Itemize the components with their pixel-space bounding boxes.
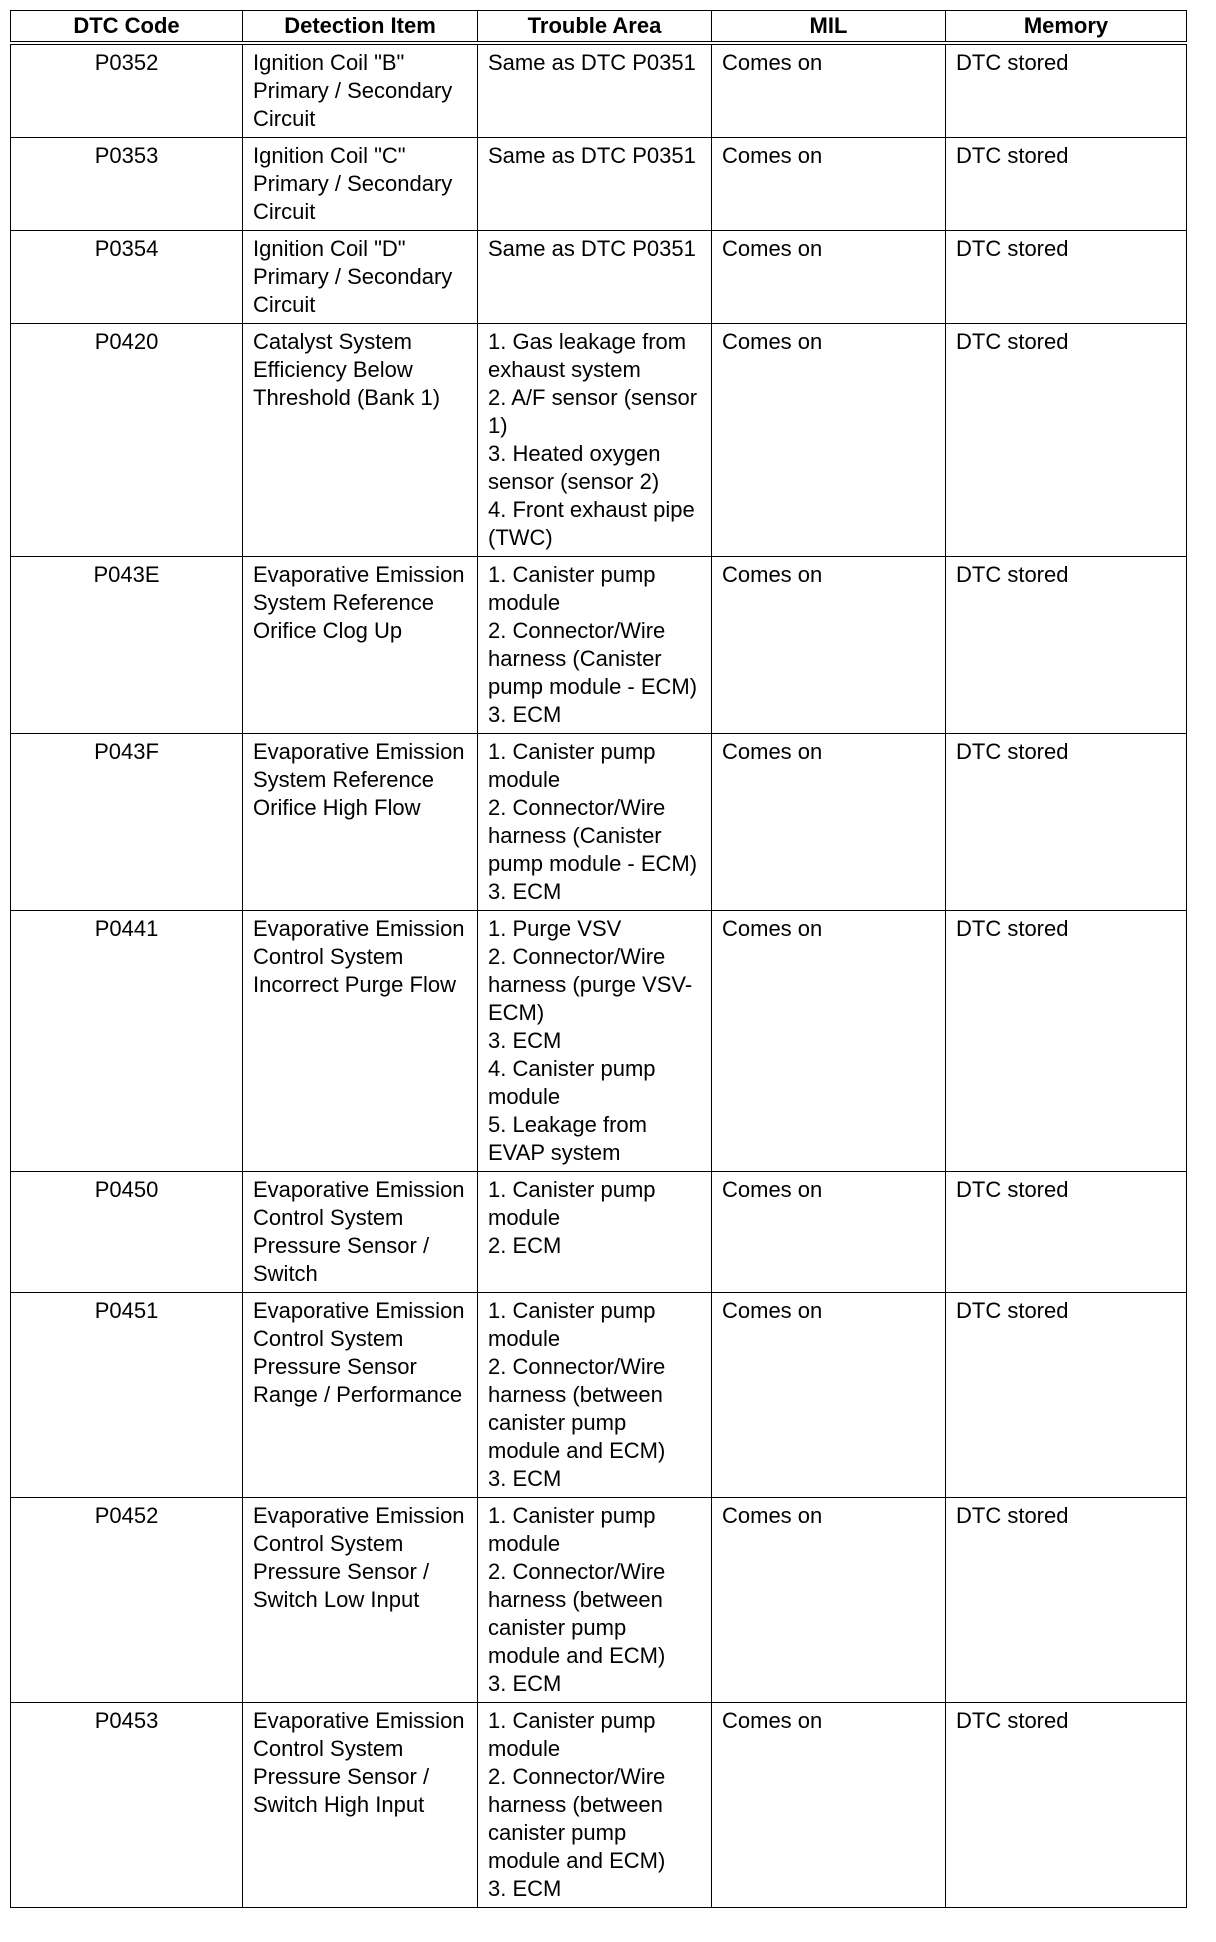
trouble-area-line: 2. Connector/Wire harness (between canister pump module and ECM)	[488, 1559, 666, 1668]
detection-item-cell: Evaporative Emission System Reference Orifice High Flow	[243, 734, 478, 911]
trouble-area-line: 1. Canister pump module	[488, 739, 656, 792]
dtc-code-cell: P0450	[11, 1172, 243, 1293]
dtc-code-cell: P043F	[11, 734, 243, 911]
dtc-table	[10, 10, 1187, 1908]
trouble-area-cell	[478, 557, 712, 734]
trouble-area-cell	[478, 734, 712, 911]
trouble-area-line: 1. Gas leakage from exhaust system	[488, 329, 687, 382]
memory-cell: DTC stored	[946, 911, 1187, 1172]
trouble-area-cell	[478, 1172, 712, 1293]
memory-cell: DTC stored	[946, 557, 1187, 734]
trouble-area-cell	[478, 1703, 712, 1908]
table-row	[11, 138, 1187, 231]
dtc-code-cell: P0441	[11, 911, 243, 1172]
trouble-area-line: 1. Canister pump module	[488, 1177, 656, 1230]
memory-cell: DTC stored	[946, 231, 1187, 324]
header-dtc-code: DTC Code	[11, 11, 243, 44]
dtc-code-cell: P0353	[11, 138, 243, 231]
mil-cell: Comes on	[712, 138, 946, 231]
memory-cell: DTC stored	[946, 1498, 1187, 1703]
trouble-area-line: 3. Heated oxygen sensor (sensor 2)	[488, 441, 661, 494]
dtc-code-cell: P0452	[11, 1498, 243, 1703]
trouble-area-line: 2. Connector/Wire harness (between canister pump module and ECM)	[488, 1764, 666, 1873]
trouble-area-line: Same as DTC P0351	[488, 236, 696, 261]
trouble-area-cell	[478, 231, 712, 324]
mil-cell: Comes on	[712, 231, 946, 324]
table-row	[11, 911, 1187, 1172]
table-row	[11, 1293, 1187, 1498]
table-row	[11, 324, 1187, 557]
dtc-code-cell: P0420	[11, 324, 243, 557]
table-row	[11, 1172, 1187, 1293]
trouble-area-line: 1. Purge VSV	[488, 916, 622, 941]
table-row	[11, 1703, 1187, 1908]
detection-item-cell: Evaporative Emission System Reference Orifice Clog Up	[243, 557, 478, 734]
mil-cell: Comes on	[712, 1703, 946, 1908]
detection-item-cell: Evaporative Emission Control System Incorrect Purge Flow	[243, 911, 478, 1172]
memory-cell: DTC stored	[946, 43, 1187, 138]
trouble-area-cell	[478, 1498, 712, 1703]
dtc-code-cell: P0354	[11, 231, 243, 324]
memory-cell: DTC stored	[946, 1172, 1187, 1293]
trouble-area-line: 1. Canister pump module	[488, 1298, 656, 1351]
trouble-area-line: 4. Canister pump module	[488, 1056, 656, 1109]
table-row	[11, 557, 1187, 734]
trouble-area-line: 2. ECM	[488, 1233, 562, 1258]
trouble-area-line: 1. Canister pump module	[488, 562, 656, 615]
table-body	[11, 43, 1187, 1908]
dtc-code-cell: P0453	[11, 1703, 243, 1908]
table-row	[11, 43, 1187, 138]
trouble-area-line: 5. Leakage from EVAP system	[488, 1112, 647, 1165]
mil-cell: Comes on	[712, 557, 946, 734]
trouble-area-line: 3. ECM	[488, 1466, 562, 1491]
trouble-area-cell	[478, 138, 712, 231]
trouble-area-line: 1. Canister pump module	[488, 1503, 656, 1556]
trouble-area-line: 2. Connector/Wire harness (between canister pump module and ECM)	[488, 1354, 666, 1463]
mil-cell: Comes on	[712, 324, 946, 557]
mil-cell: Comes on	[712, 1293, 946, 1498]
detection-item-cell: Evaporative Emission Control System Pressure Sensor / Switch Low Input	[243, 1498, 478, 1703]
trouble-area-cell	[478, 324, 712, 557]
table-header-row	[11, 11, 1187, 44]
mil-cell: Comes on	[712, 911, 946, 1172]
memory-cell: DTC stored	[946, 138, 1187, 231]
trouble-area-cell	[478, 1293, 712, 1498]
trouble-area-line: 3. ECM	[488, 879, 562, 904]
trouble-area-cell	[478, 911, 712, 1172]
memory-cell: DTC stored	[946, 1293, 1187, 1498]
trouble-area-line: 2. Connector/Wire harness (purge VSV-ECM)	[488, 944, 693, 1025]
detection-item-cell: Catalyst System Efficiency Below Threshold (Bank 1)	[243, 324, 478, 557]
mil-cell: Comes on	[712, 1498, 946, 1703]
memory-cell: DTC stored	[946, 1703, 1187, 1908]
table-row	[11, 734, 1187, 911]
mil-cell: Comes on	[712, 43, 946, 138]
dtc-table-page	[10, 10, 1186, 1908]
detection-item-cell: Evaporative Emission Control System Pressure Sensor Range / Performance	[243, 1293, 478, 1498]
memory-cell: DTC stored	[946, 734, 1187, 911]
header-trouble-area: Trouble Area	[478, 11, 712, 44]
mil-cell: Comes on	[712, 1172, 946, 1293]
dtc-code-cell: P0451	[11, 1293, 243, 1498]
detection-item-cell: Evaporative Emission Control System Pressure Sensor / Switch High Input	[243, 1703, 478, 1908]
header-memory: Memory	[946, 11, 1187, 44]
trouble-area-line: 3. ECM	[488, 702, 562, 727]
trouble-area-line: 2. Connector/Wire harness (Canister pump module - ECM)	[488, 795, 698, 876]
memory-cell: DTC stored	[946, 324, 1187, 557]
trouble-area-line: 3. ECM	[488, 1671, 562, 1696]
trouble-area-line: Same as DTC P0351	[488, 143, 696, 168]
dtc-code-cell: P0352	[11, 43, 243, 138]
mil-cell: Comes on	[712, 734, 946, 911]
header-detection-item: Detection Item	[243, 11, 478, 44]
trouble-area-line: 3. ECM	[488, 1028, 562, 1053]
trouble-area-line: 2. Connector/Wire harness (Canister pump module - ECM)	[488, 618, 698, 699]
trouble-area-line: 3. ECM	[488, 1876, 562, 1901]
detection-item-cell: Ignition Coil "B" Primary / Secondary Circuit	[243, 43, 478, 138]
detection-item-cell: Ignition Coil "D" Primary / Secondary Circuit	[243, 231, 478, 324]
table-row	[11, 231, 1187, 324]
trouble-area-cell	[478, 43, 712, 138]
trouble-area-line: 1. Canister pump module	[488, 1708, 656, 1761]
trouble-area-line: 2. A/F sensor (sensor 1)	[488, 385, 698, 438]
trouble-area-line: Same as DTC P0351	[488, 50, 696, 75]
dtc-code-cell: P043E	[11, 557, 243, 734]
detection-item-cell: Ignition Coil "C" Primary / Secondary Circuit	[243, 138, 478, 231]
detection-item-cell: Evaporative Emission Control System Pressure Sensor / Switch	[243, 1172, 478, 1293]
header-mil: MIL	[712, 11, 946, 44]
trouble-area-line: 4. Front exhaust pipe (TWC)	[488, 497, 695, 550]
table-row	[11, 1498, 1187, 1703]
